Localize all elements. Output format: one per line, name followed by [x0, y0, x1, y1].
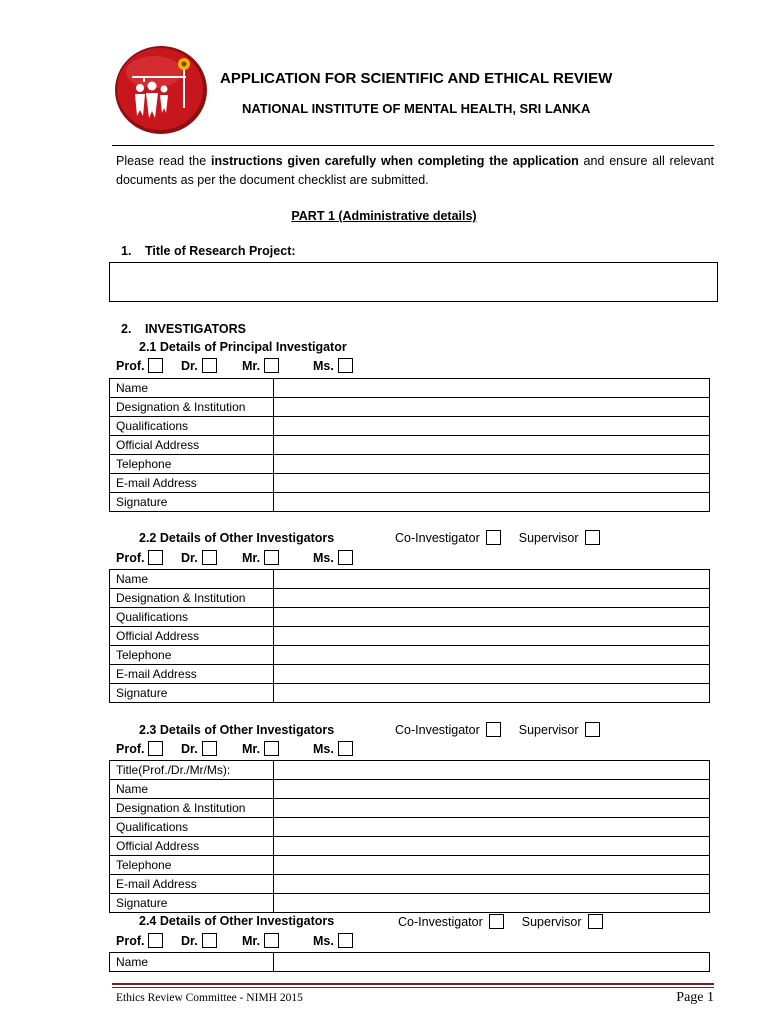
co-investigator-checkbox[interactable]	[486, 722, 501, 737]
research-title-field[interactable]	[109, 262, 718, 302]
row-input[interactable]	[274, 894, 710, 913]
row-input[interactable]	[274, 627, 710, 646]
title-checkboxes: Prof. Dr. Mr. Ms.	[116, 933, 353, 948]
intro-paragraph: Please read the instructions given carefully when completing the application and ensure all relevant documents as per the document checklist are submitted.	[116, 154, 714, 187]
row-label: Name	[110, 953, 274, 972]
row-label: Signature	[110, 894, 274, 913]
co-investigator-checkbox[interactable]	[486, 530, 501, 545]
role-checkboxes: Co-Investigator Supervisor	[398, 914, 603, 929]
supervisor-checkbox[interactable]	[585, 722, 600, 737]
prof-checkbox[interactable]	[148, 550, 163, 565]
ms-checkbox[interactable]	[338, 933, 353, 948]
dr-checkbox[interactable]	[202, 358, 217, 373]
table-row	[110, 627, 710, 646]
row-label: Designation & Institution	[110, 398, 274, 417]
block-2-3-heading: 2.3 Details of Other Investigators	[139, 723, 335, 737]
role-checkboxes: Co-Investigator Supervisor	[395, 722, 600, 737]
table-row	[110, 684, 710, 703]
row-input[interactable]	[274, 455, 710, 474]
row-label: Title(Prof./Dr./Mr/Ms):	[110, 761, 274, 780]
row-input[interactable]	[274, 665, 710, 684]
row-label: Designation & Institution	[110, 589, 274, 608]
table-row	[110, 589, 710, 608]
supervisor-checkbox[interactable]	[585, 530, 600, 545]
page-number: Page 1	[676, 990, 714, 1005]
title-checkboxes: Prof. Dr. Mr. Ms.	[116, 550, 353, 565]
section2-heading: 2. INVESTIGATORS	[121, 322, 246, 336]
table-row	[110, 761, 710, 780]
institute-name: NATIONAL INSTITUTE OF MENTAL HEALTH, SRI LANKA	[242, 101, 591, 116]
intro-emphasis: instructions given carefully when completing the application	[211, 154, 579, 168]
principal-investigator-table	[109, 378, 710, 512]
footer-rule	[112, 983, 714, 985]
row-input[interactable]	[274, 646, 710, 665]
row-input[interactable]	[274, 417, 710, 436]
row-input[interactable]	[274, 818, 710, 837]
table-row	[110, 665, 710, 684]
mr-checkbox[interactable]	[264, 741, 279, 756]
row-input[interactable]	[274, 799, 710, 818]
prof-checkbox[interactable]	[148, 933, 163, 948]
table-row	[110, 894, 710, 913]
table-row	[110, 379, 710, 398]
row-label: Signature	[110, 684, 274, 703]
table-row	[110, 875, 710, 894]
row-input[interactable]	[274, 875, 710, 894]
row-label: E-mail Address	[110, 665, 274, 684]
row-label: Name	[110, 379, 274, 398]
table-row	[110, 436, 710, 455]
row-input[interactable]	[274, 474, 710, 493]
row-label: E-mail Address	[110, 474, 274, 493]
row-label: Telephone	[110, 455, 274, 474]
row-input[interactable]	[274, 684, 710, 703]
row-label: Telephone	[110, 646, 274, 665]
table-row	[110, 398, 710, 417]
footer-rule-thin	[112, 987, 714, 988]
table-row	[110, 570, 710, 589]
page-title: APPLICATION FOR SCIENTIFIC AND ETHICAL REVIEW	[220, 70, 613, 87]
row-input[interactable]	[274, 398, 710, 417]
block-2-1-heading: 2.1 Details of Principal Investigator	[139, 340, 347, 354]
row-input[interactable]	[274, 589, 710, 608]
table-row	[110, 474, 710, 493]
mr-checkbox[interactable]	[264, 358, 279, 373]
co-investigator-checkbox[interactable]	[489, 914, 504, 929]
row-input[interactable]	[274, 953, 710, 972]
table-row	[110, 417, 710, 436]
table-row	[110, 799, 710, 818]
row-input[interactable]	[274, 608, 710, 627]
row-label: Official Address	[110, 436, 274, 455]
dr-checkbox[interactable]	[202, 933, 217, 948]
supervisor-checkbox[interactable]	[588, 914, 603, 929]
row-label: Official Address	[110, 837, 274, 856]
other-investigator-table	[109, 760, 710, 913]
title-checkboxes: Prof. Dr. Mr. Ms.	[116, 741, 353, 756]
row-label: Signature	[110, 493, 274, 512]
ms-checkbox[interactable]	[338, 358, 353, 373]
row-label: E-mail Address	[110, 875, 274, 894]
table-row	[110, 493, 710, 512]
table-row	[110, 837, 710, 856]
table-row	[110, 953, 710, 972]
row-input[interactable]	[274, 493, 710, 512]
row-input[interactable]	[274, 780, 710, 799]
section1-heading: 1. Title of Research Project:	[121, 244, 296, 258]
row-input[interactable]	[274, 856, 710, 875]
table-row	[110, 455, 710, 474]
table-row	[110, 646, 710, 665]
row-input[interactable]	[274, 837, 710, 856]
row-label: Qualifications	[110, 818, 274, 837]
block-2-2-heading: 2.2 Details of Other Investigators	[139, 531, 335, 545]
other-investigator-table	[109, 569, 710, 703]
row-label: Official Address	[110, 627, 274, 646]
prof-checkbox[interactable]	[148, 358, 163, 373]
table-row	[110, 856, 710, 875]
dr-checkbox[interactable]	[202, 550, 217, 565]
row-label: Designation & Institution	[110, 799, 274, 818]
table-row	[110, 818, 710, 837]
role-checkboxes: Co-Investigator Supervisor	[395, 530, 600, 545]
ms-checkbox[interactable]	[338, 550, 353, 565]
row-label: Name	[110, 570, 274, 589]
row-input[interactable]	[274, 570, 710, 589]
row-input[interactable]	[274, 436, 710, 455]
row-label: Telephone	[110, 856, 274, 875]
title-checkboxes: Prof. Dr. Mr. Ms.	[116, 358, 353, 373]
row-label: Qualifications	[110, 608, 274, 627]
header-divider	[112, 145, 714, 146]
mr-checkbox[interactable]	[264, 933, 279, 948]
footer-committee: Ethics Review Committee - NIMH 2015	[116, 992, 303, 1004]
dr-checkbox[interactable]	[202, 741, 217, 756]
ms-checkbox[interactable]	[338, 741, 353, 756]
row-input[interactable]	[274, 761, 710, 780]
row-label: Qualifications	[110, 417, 274, 436]
nimh-logo	[114, 44, 210, 136]
other-investigator-table	[109, 952, 710, 972]
prof-checkbox[interactable]	[148, 741, 163, 756]
block-2-4-heading: 2.4 Details of Other Investigators	[139, 914, 335, 928]
row-input[interactable]	[274, 379, 710, 398]
part1-heading: PART 1 (Administrative details)	[291, 209, 477, 223]
table-row	[110, 608, 710, 627]
mr-checkbox[interactable]	[264, 550, 279, 565]
table-row	[110, 780, 710, 799]
row-label: Name	[110, 780, 274, 799]
